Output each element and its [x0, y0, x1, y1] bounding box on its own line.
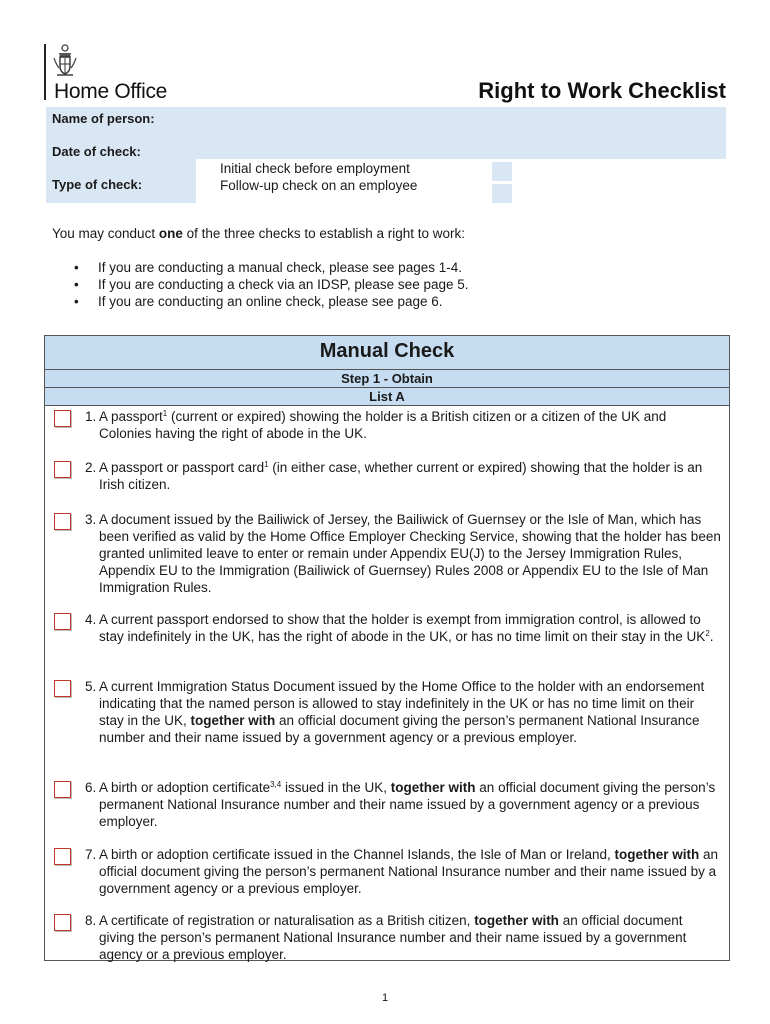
- item-text: [99, 611, 721, 645]
- item-1-checkbox[interactable]: [54, 410, 71, 427]
- item-text-run: (in either case, whether current or expired) showing that the holder is an Irish citizen.: [99, 460, 703, 492]
- item-number: 2.: [85, 460, 97, 475]
- item-number: 4.: [85, 612, 97, 627]
- check-options-list: [74, 259, 469, 310]
- bullet-text: If you are conducting a manual check, please see pages 1-4.: [98, 260, 462, 275]
- manual-check-section: [44, 335, 730, 961]
- brand-name: Home Office: [54, 80, 168, 103]
- item-text-run: A passport: [99, 409, 163, 424]
- item-text: [99, 846, 721, 897]
- item-text: [99, 511, 721, 596]
- item-text: [99, 678, 721, 746]
- name-label: Name of person:: [52, 111, 155, 126]
- intro-text: [52, 226, 465, 241]
- item-text-run: A passport or passport card: [99, 460, 265, 475]
- footnote-marker: 1: [264, 460, 269, 469]
- bullet-text: If you are conducting a check via an IDSP, please see page 5.: [98, 277, 469, 292]
- item-6-checkbox[interactable]: [54, 781, 71, 798]
- item-text: [99, 459, 721, 493]
- manual-check-heading: Manual Check: [45, 336, 729, 370]
- logo-divider: [44, 44, 46, 100]
- item-2-checkbox[interactable]: [54, 461, 71, 478]
- type-option-initial: Initial check before employment: [220, 161, 410, 176]
- emphasis-text: together with: [390, 780, 476, 795]
- item-number: 8.: [85, 913, 97, 928]
- item-text-run: an official document giving the person’s permanent National Insurance number and their name issued by a government agency or a previous employer.: [99, 780, 716, 829]
- emphasis-text: together with: [614, 847, 700, 862]
- intro-post: of the three checks to establish a right to work:: [182, 226, 465, 241]
- footnote-marker: 2: [705, 629, 710, 638]
- bullet-text: If you are conducting an online check, please see page 6.: [98, 294, 443, 309]
- item-text-run: an official document giving the person’s permanent National Insurance number and their name issued by a government agency or a previous employer.: [99, 713, 700, 745]
- item-text-run: an official document giving the person’s permanent National Insurance number and their name issued by a government agency or a previous employer.: [99, 847, 719, 896]
- item-text: [99, 779, 721, 830]
- footnote-marker: 1: [162, 409, 168, 418]
- type-label: Type of check:: [52, 177, 143, 192]
- item-number: 6.: [85, 780, 97, 795]
- item-8-checkbox[interactable]: [54, 914, 71, 931]
- follow-up-check-checkbox[interactable]: [492, 184, 512, 203]
- bullet-manual: [74, 259, 469, 276]
- bullet-icon: •: [74, 294, 79, 309]
- document-title: Right to Work Checklist: [478, 78, 726, 103]
- item-text-run: A birth or adoption certificate issued in the Channel Islands, the Isle of Man or Ireland,: [99, 847, 615, 862]
- bullet-icon: •: [74, 277, 79, 292]
- step-heading: Step 1 - Obtain: [45, 370, 729, 388]
- royal-crest-icon: [52, 44, 78, 78]
- bullet-icon: •: [74, 260, 79, 275]
- item-text-run: issued in the UK,: [281, 780, 391, 795]
- item-text-run: .: [709, 629, 714, 644]
- bullet-online: [74, 293, 469, 310]
- emphasis-text: together with: [190, 713, 276, 728]
- item-text-run: an official document giving the person’s permanent National Insurance number and their name issued by a government agency or a previous employer.: [99, 913, 687, 962]
- name-of-person-field[interactable]: [196, 107, 726, 159]
- item-7-checkbox[interactable]: [54, 848, 71, 865]
- item-text: [99, 912, 721, 963]
- item-number: 1.: [85, 409, 97, 424]
- item-text: [99, 408, 721, 442]
- initial-check-checkbox[interactable]: [492, 162, 512, 181]
- item-text-run: A current Immigration Status Document issued by the Home Office to the holder with an endorsement indicating that the named person is allowed to stay indefinitely in the UK or has no time limit on their stay in the UK,: [99, 679, 705, 728]
- page-number: 1: [381, 992, 389, 1004]
- item-number: 3.: [85, 512, 97, 527]
- item-4-checkbox[interactable]: [54, 613, 71, 630]
- list-heading: List A: [45, 388, 729, 406]
- bullet-idsp: [74, 276, 469, 293]
- item-text-run: A birth or adoption certificate: [99, 780, 271, 795]
- intro-pre: You may conduct: [52, 226, 159, 241]
- item-text-run: A certificate of registration or naturalisation as a British citizen,: [99, 913, 475, 928]
- item-3-checkbox[interactable]: [54, 513, 71, 530]
- item-text-run: A current passport endorsed to show that the holder is exempt from immigration control, is allowed to stay indefinitely in the UK, has the right of abode in the UK, or has no time limit on their stay in the UK: [99, 612, 706, 644]
- item-text-run: A document issued by the Bailiwick of Jersey, the Bailiwick of Guernsey or the Isle of Man, which has been verified as valid by the Home Office Employer Checking Service, showing that the holder has been granted unlimited leave to enter or remain under Appendix EU(J) to the Jersey Immigration Rules, Appendix EU to the Immigration (Bailiwick of Guernsey) Rules 2008 or Appendix EU to the Isle of Man Immigration Rules.: [99, 512, 721, 595]
- intro-bold: one: [158, 226, 183, 241]
- date-label: Date of check:: [52, 144, 141, 159]
- item-number: 5.: [85, 679, 97, 694]
- type-option-follow-up: Follow-up check on an employee: [220, 178, 418, 193]
- item-text-run: (current or expired) showing the holder is a British citizen or a citizen of the UK and Colonies having the right of abode in the UK.: [99, 409, 667, 441]
- emphasis-text: together with: [474, 913, 559, 928]
- footnote-marker: 3,4: [270, 780, 282, 789]
- item-number: 7.: [85, 847, 97, 862]
- item-5-checkbox[interactable]: [54, 680, 71, 697]
